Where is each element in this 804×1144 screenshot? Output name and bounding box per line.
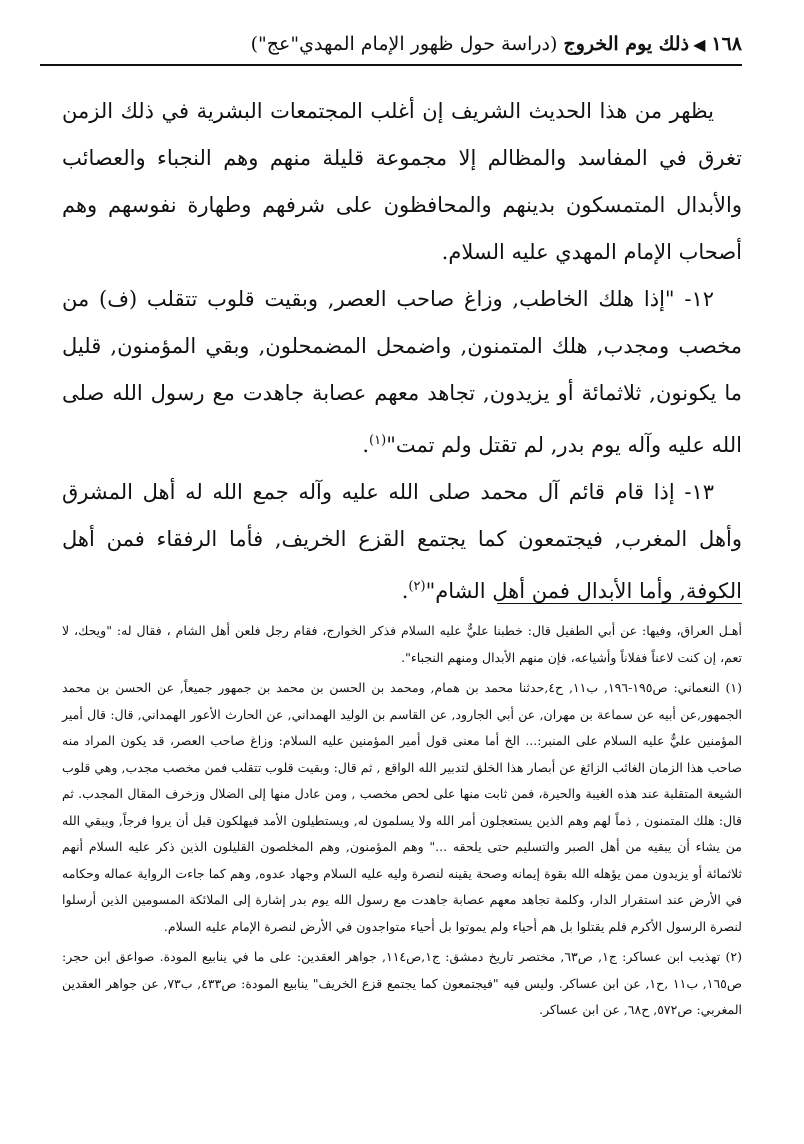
page-header [40,24,742,66]
main-text [62,88,742,615]
footnotes [62,618,742,1024]
arrow-icon: ◀ [693,34,706,54]
hadith-12: ١٢- "إذا هلك الخاطب, وزاغ صاحب العصر, وبقيت قلوب تتقلب (ف) من مخصب ومجدب, هلك المتمنون, واضمحل المضمحلون, وبقي المؤمنون, قليل ما يكونون, ثلاثمائة أو يزيدون, تجاهد معهم عصابة جاهدت مع رسول الله صلى الله عليه وآله يوم بدر, لم تقتل ولم تمت"$^{(١)}$. [62,287,742,457]
book-subtitle: (دراسة حول ظهور الإمام المهدي"عج") [250,33,558,55]
footnote-ref-2[interactable]: (٢) [408,579,426,594]
footnote-ref-1[interactable]: (١) [369,433,387,448]
hadith-13: ١٣- إذا قام قائم آل محمد صلى الله عليه وآله جمع الله له أهل المشرق وأهل المغرب, فيجتمعون كما يجتمع القزع الخريف, فأما الرفقاء فمن أهل الكوفة, وأما الأبدال فمن أهل الشام"$^{(٢)}$. [62,480,742,603]
hadith-12-text: ١٢- "إذا هلك الخاطب, وزاغ صاحب العصر, وبقيت قلوب تتقلب (ف) من مخصب ومجدب, هلك المتمنون, واضمحل المضمحلون, وبقي المؤمنون, قليل ما يكونون, ثلاثمائة أو يزيدون, تجاهد معهم عصابة جاهدت مع رسول الله صلى الله عليه وآله يوم بدر, لم تقتل ولم تمت" [62,287,742,457]
footnote-1: (١) النعماني: ص١٩٥-١٩٦, ب١١, ح٤,حدثنا محمد بن همام, ومحمد بن الحسن بن محمد بن جمهور جميعاً, عن الحسن بن محمد الجمهور,عن أبيه عن سماعة بن مهران, عن أبي الجارود, عن القاسم بن الوليد الهمداني, عن الحارث الأعور الهمداني, قال: قال أمير المؤمنين عليٌّ عليه السلام على المنبر:... الخ أما معنى قول أمير المؤمنين عليه السلام: وزاغ صاحب العصر، قد يكون المراد منه صاحب هذا الزمان الغائب الزائغ عن أبصار هذا الخلق لتدبير الله الواقع , ثم قال: وبقيت قلوب تتقلب فمن مخصب مجدب, وهي قلوب الشيعة المتقلبة عند هذه الغيبة والحيرة، فمن ثابت منها على لحص مخصب , ومن عادل منها إلى الضلال وزخرف المقال المجدب. ثم قال: هلك المتمنون , ذماً لهم وهم الذين يستعجلون أمر الله ولا يسلمون له, ويستطيلون الأمد فيهلكون قبل أن يروا فرجاً, ويبقي الله من يشاء أن يبقيه من أهل الصبر والتسليم حتى يلحقه ..." وهم المؤمنون, وهم المخلصون القليلون الذين ذكر عليه السلام أنهم ثلاثمائة أو يزيدون ممن يؤهله الله بقوة إيمانه وصحة يقينه لنصرة وليه عليه السلام وجهاد عدوه, وهم كما جاءت الرواية عماله وحكامه في الأرض عند استقرار الدار، وكلمة تجاهد معهم عصابة جاهدت مع رسول الله يوم بدر إشارة إلى الملائكة المسومين الذين أرسلوا لنصرة الرسول الأكرم فلم يقتلوا بل هم أحياء ولم يموتوا بل أحياء متواجدون في الأرض لنصرة الإمام عليه السلام. [62,680,743,934]
footnote-2: (٢) تهذيب ابن عساكر: ج١, ص٦٣, مختصر تاريخ دمشق: ج١,ص١١٤, جواهر العقدين: على ما في ينابيع المودة. صواعق ابن حجر: ص١٦٥, ب١١ ,ح١, عن ابن عساكر. وليس فيه "فيجتمعون كما يجتمع قزع الخريف" ينابيع المودة: ص٤٣٣, ب٧٣, عن جواهر العقدين المغربي: ص٥٧٢, ح٦٨, عن ابن عساكر. [62,949,743,1017]
footnote-separator [497,603,742,604]
footnote-continued: أهـل العراق، وفيها: عن أبي الطفيل قال: خطبنا عليٌّ عليه السلام فذكر الخوارج، فقام رجل فلعن أهل الشام ، فقال له: "ويحك، لا تعم، إن كنت لاعناً ففلاناً وأشياعه، فإن منهم الأبدال ومنهم النجباء". [62,623,742,665]
paragraph-commentary: يظهر من هذا الحديث الشريف إن أغلب المجتمعات البشرية في ذلك الزمن تغرق في المفاسد والمظالم إلا مجموعة قليلة منهم وهم النجباء والعصائب والأبدال المتمسكون بدينهم والمحافظون على شرفهم وطهارة نفوسهم وهم أصحاب الإمام المهدي عليه السلام. [62,99,742,264]
page-number: ١٦٨ [711,33,742,55]
book-title: ذلك يوم الخروج [563,33,690,55]
hadith-13-text: ١٣- إذا قام قائم آل محمد صلى الله عليه وآله جمع الله له أهل المشرق وأهل المغرب, فيجتمعون كما يجتمع القزع الخريف, فأما الرفقاء فمن أهل الكوفة, وأما الأبدال فمن أهل الشام" [62,480,742,603]
